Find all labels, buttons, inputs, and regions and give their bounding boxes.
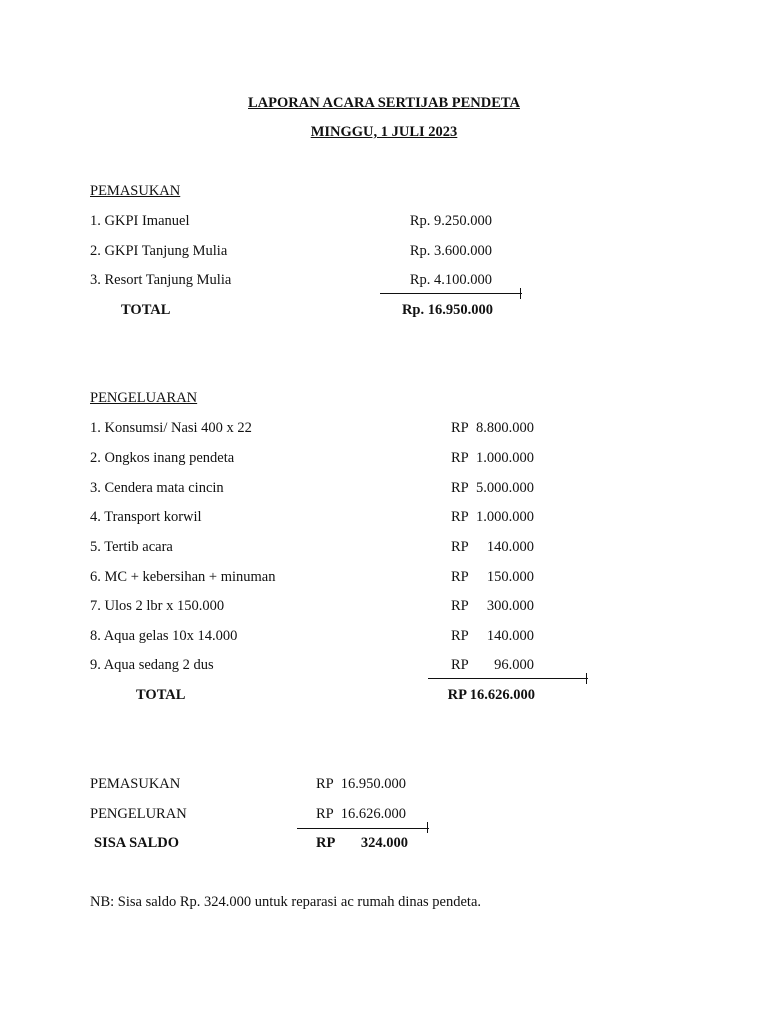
expense-item-label: 4. Transport korwil [90,509,202,525]
expense-item-label: 6. MC + kebersihan + minuman [90,569,276,585]
balance-amount: 324.000 [360,835,408,851]
expense-item-amount: 1.000.000 [476,509,534,525]
currency-label: RP [316,835,336,851]
summary-income-label: PEMASUKAN [90,776,181,792]
income-total-label: TOTAL [121,302,171,318]
expense-item-amount: 1.000.000 [476,450,534,466]
plus-mark [520,288,521,299]
expense-item-label: 9. Aqua sedang 2 dus [90,657,214,673]
expense-sum-line [428,678,588,679]
summary-expense-label: PENGELURAN [90,806,187,822]
income-item-label: 1. GKPI Imanuel [90,213,190,229]
income-item-label: 3. Resort Tanjung Mulia [90,272,232,288]
plus-mark [586,673,587,684]
plus-mark [427,822,428,833]
currency-label: RP [451,509,469,525]
expense-item-amount: 140.000 [486,539,534,555]
expense-heading: PENGELUARAN [90,390,198,406]
income-sum-line [380,293,522,294]
report-date: MINGGU, 1 JULI 2023 [310,124,458,140]
income-heading: PEMASUKAN [90,183,181,199]
income-total-amount: Rp. 16.950.000 [401,302,493,318]
report-title: LAPORAN ACARA SERTIJAB PENDETA [248,95,520,111]
currency-label: RP [451,598,469,614]
currency-label: RP [451,539,469,555]
expense-item-amount: 150.000 [486,569,534,585]
expense-item-amount: 140.000 [486,628,534,644]
income-item-amount: Rp. 9.250.000 [409,213,492,229]
expense-item-label: 3. Cendera mata cincin [90,480,224,496]
footnote: NB: Sisa saldo Rp. 324.000 untuk reparasi ac rumah dinas pendeta. [90,894,482,910]
income-item-amount: Rp. 4.100.000 [409,272,492,288]
expense-total-amount: RP 16.626.000 [447,687,535,703]
summary-expense-amount: 16.626.000 [340,806,406,822]
expense-item-label: 7. Ulos 2 lbr x 150.000 [90,598,225,614]
expense-total-label: TOTAL [136,687,186,703]
income-item-amount: Rp. 3.600.000 [409,243,492,259]
summary-income-amount: 16.950.000 [340,776,406,792]
currency-label: RP [316,806,334,822]
currency-label: RP [451,569,469,585]
currency-label: RP [451,450,469,466]
currency-label: RP [451,628,469,644]
currency-label: RP [451,657,469,673]
currency-label: RP [451,480,469,496]
expense-item-amount: 96.000 [494,657,534,673]
expense-item-amount: 300.000 [486,598,534,614]
expense-item-label: 5. Tertib acara [90,539,173,555]
expense-item-label: 1. Konsumsi/ Nasi 400 x 22 [90,420,252,436]
balance-label: SISA SALDO [94,835,180,851]
expense-item-amount: 5.000.000 [476,480,534,496]
currency-label: RP [451,420,469,436]
expense-item-label: 8. Aqua gelas 10x 14.000 [90,628,238,644]
summary-sum-line [297,828,429,829]
expense-item-label: 2. Ongkos inang pendeta [90,450,235,466]
expense-item-amount: 8.800.000 [476,420,534,436]
currency-label: RP [316,776,334,792]
income-item-label: 2. GKPI Tanjung Mulia [90,243,228,259]
